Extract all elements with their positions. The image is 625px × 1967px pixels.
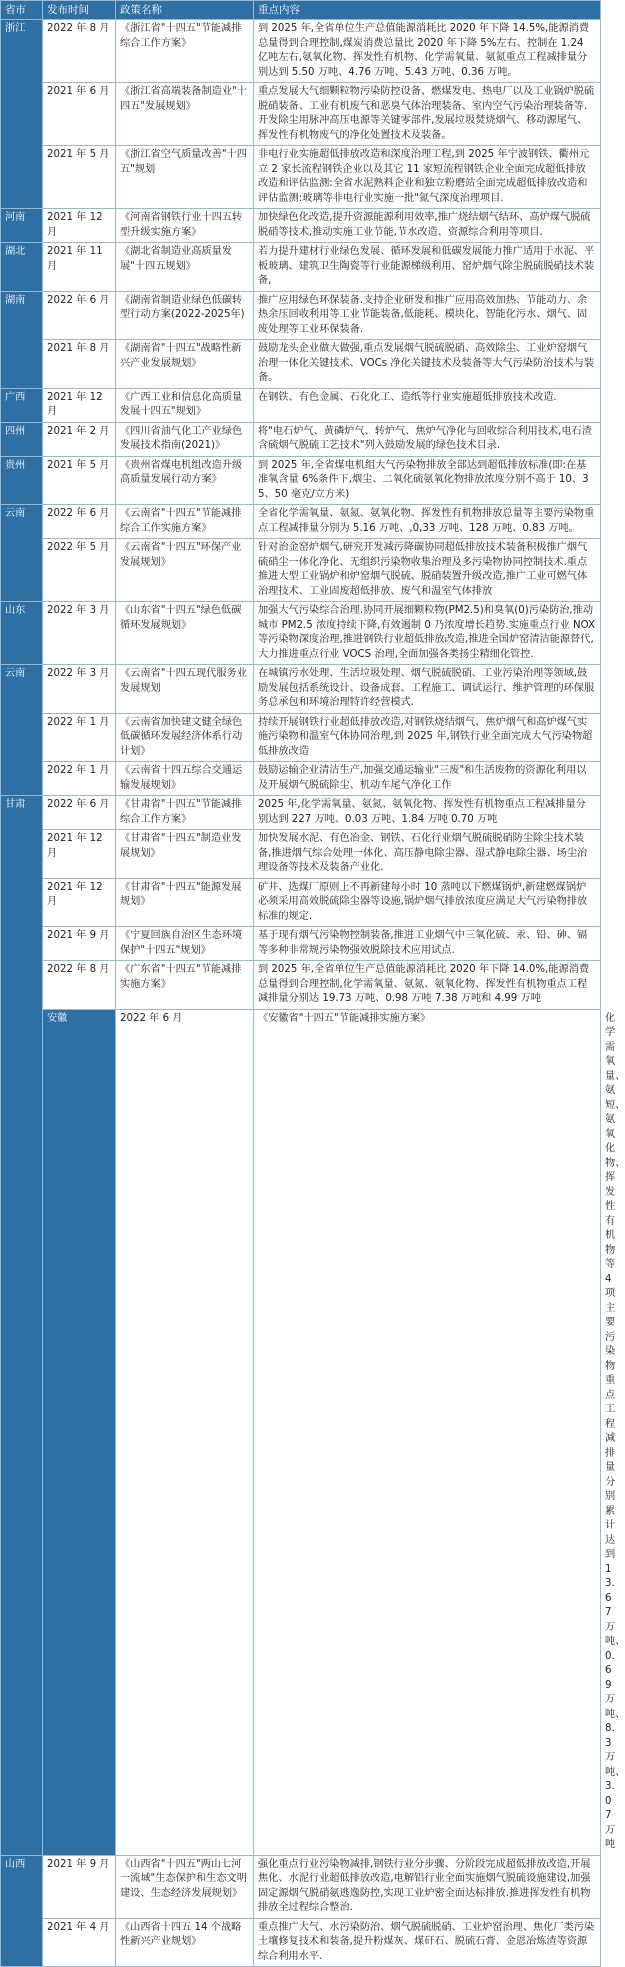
table-row bbox=[1, 927, 601, 961]
content-cell: 到 2025 年,全省单位生产总值能源消耗比 2020 年下降 14.5%,能源消费总量得到合理控制,煤炭消费总量比 2020 年下降 5%左右、控制在 1.24 亿吨左右,氨氧化物、挥发性有机物、化学需氧量、氨氮重点工程减排量分别达到 5.50 万吨、4.76 万吨、5.43 万吨、0.36 万吨。 bbox=[254, 20, 601, 83]
policy-name-cell: 《云南省"十四五现代服务业发展规划 bbox=[116, 665, 254, 714]
date-cell: 2022 年 1 月 bbox=[43, 762, 116, 796]
policy-name-cell: 《湖南省"十四五"战略性新兴产业发展规划》 bbox=[116, 340, 254, 389]
date-cell: 2021 年 11 月 bbox=[43, 243, 116, 292]
policy-name-cell: 《安徽省"十四五"节能减排实施方案》 bbox=[254, 1009, 601, 1855]
table-row bbox=[1, 209, 601, 243]
policy-name-cell: 《云南省加快建文健全绿色低碳循环发展经济体系行动计划》 bbox=[116, 713, 254, 762]
table-row bbox=[1, 340, 601, 389]
province-cell: 广西 bbox=[1, 388, 43, 422]
content-cell: 加快发展水泥、有色冶金、钢铁、石化行业烟气脱硫脱硝防尘除尘技术装备,推进烟气综合处理一体化、高压静电除尘器、湿式静电除尘器、场尘治理设备等技术及装备产业化. bbox=[254, 830, 601, 879]
table-row bbox=[1, 291, 601, 340]
date-cell: 2022 年 6 月 bbox=[116, 1009, 254, 1855]
date-cell: 2021 年 12 月 bbox=[43, 388, 116, 422]
content-cell: 矿井、选煤厂原则上不再新建每小时 10 蒸吨以下燃煤锅炉,新建燃煤锅炉必须采用高效脱硫除尘器等设施,锅炉烟气排放浓度应满足大气污染物排放标准的规定. bbox=[254, 878, 601, 927]
table-row bbox=[1, 1855, 601, 1918]
header-date: 发布时间 bbox=[43, 1, 116, 20]
province-cell: 安徽 bbox=[43, 1009, 116, 1855]
table-row bbox=[1, 456, 601, 505]
content-cell: 鼓励运输企业清洁生产,加强交通运输业"三废"和生活废物的资源化利用以及开展烟气脱硫除尘、机动车尾气净化工作 bbox=[254, 762, 601, 796]
content-cell: 到 2025 年,全省单位生产总值能源消耗比 2020 年下降 14.0%,能源消费总量得到合理控制,化学需氧量、氨氮、氨氧化物、挥发性有机物重点工程减排量分别达 19.73 万吨、0.98 万吨 7.38 万吨和 4.99 万吨 bbox=[254, 961, 601, 1010]
policy-name-cell: 《甘肃省"十四五"节能减排综合工作方案》 bbox=[116, 796, 254, 830]
table-row bbox=[1, 713, 601, 762]
policy-name-cell: 《浙江省空气质量改善"十四五"规划 bbox=[116, 146, 254, 209]
content-cell: 针对治金窑炉烟气,研究开发减污降碳协同超低排放技术装备积极推广烟气硫硝尘一体化净化、无组织污染物收集治理及多污染物协同控制技术.重点推进大型工业锅炉和炉窑烟气脱硫、脱硝装置升级改造,推广工业可燃气体治理技术、工业固废超低排放、废气和温室气体排放 bbox=[254, 539, 601, 602]
policy-name-cell: 《云南省十四五综合交通运输发展规划》 bbox=[116, 762, 254, 796]
table-row: 安徽 2022 年 6 月 《安徽省"十四五"节能减排实施方案》 化学需氧量、氨短、氨氧化物、挥发性有机物等 4 项主要污染物重点工程减排量分别累计达到 13.67 万吨、0.69 万吨、8.3 万吨、3.07 万吨 bbox=[1, 1009, 601, 1855]
table-row bbox=[1, 539, 601, 602]
table-row bbox=[1, 243, 601, 292]
province-cell: 山东 bbox=[1, 602, 43, 665]
table-body bbox=[1, 20, 625, 1967]
policy-name-cell: 《湖南省制造业绿色低碳转型行动方案(2022-2025年) bbox=[116, 291, 254, 340]
date-cell: 2021 年 12 月 bbox=[43, 878, 116, 927]
date-cell: 2022 年 1 月 bbox=[43, 713, 116, 762]
policy-name-cell: 《山西省十四五 14 个战略性新兴产业规划》 bbox=[116, 1918, 254, 1967]
policy-name-cell: 《广东省"十四五"节能减排实施方案》 bbox=[116, 961, 254, 1010]
policy-name-cell: 《湖北省制造业高质量发展"十四五规划》 bbox=[116, 243, 254, 292]
table-row bbox=[1, 796, 601, 830]
table-row bbox=[1, 505, 601, 539]
province-cell: 四州 bbox=[1, 422, 43, 456]
content-cell: 重点推广大气、水污染防治、烟气脱硫脱硝、工业炉窑治理、焦化厂类污染土壤修复技术和装备,提升粉煤灰、煤矸石、脱硫石膏、金恩冶炼渣等资源综合利用水平. bbox=[254, 1918, 601, 1967]
date-cell: 2021 年 9 月 bbox=[43, 1855, 116, 1918]
date-cell: 2022 年 5 月 bbox=[43, 539, 116, 602]
header-content: 重点内容 bbox=[254, 1, 601, 20]
date-cell: 2021 年 5 月 bbox=[43, 456, 116, 505]
date-cell: 2022 年 6 月 bbox=[43, 796, 116, 830]
content-cell: 在城镇污水处理、生活垃圾处理、烟气脱硫脱硝、工业污染治理等领域,鼓励发展包括系统设计、设备成套、工程施工、调试运行、维护管理的环保服务总承包和环境治理特许经营模式. bbox=[254, 665, 601, 714]
content-cell: 全省化学需氧量、氨氮、氨氧化物、挥发性有机物排放总量等主要污染物重点工程减排量分别为 5.16 万吨、,0,33 万吨、128 万吨、0.83 万吨。 bbox=[254, 505, 601, 539]
date-cell: 2022 年 8 月 bbox=[43, 961, 116, 1010]
table-row bbox=[1, 388, 601, 422]
policy-name-cell: 《浙江省"十四五"节能减排综合工作方案》 bbox=[116, 20, 254, 83]
table-row bbox=[1, 146, 601, 209]
date-cell: 2021 年 12 月 bbox=[43, 209, 116, 243]
policy-name-cell: 《四川省油气化工产业绿色发展技术指南(2021)》 bbox=[116, 422, 254, 456]
province-cell: 山西 bbox=[1, 1855, 43, 1967]
date-cell: 2022 年 8 月 bbox=[43, 20, 116, 83]
table-row bbox=[1, 961, 601, 1010]
province-cell: 湖北 bbox=[1, 243, 43, 292]
content-cell: 在钢铁、有色金属、石化化工、造纸等行业实施超低排放技术改造. bbox=[254, 388, 601, 422]
policy-name-cell: 《云南省"十四五"环保产业发展规划》 bbox=[116, 539, 254, 602]
date-cell: 2021 年 6 月 bbox=[43, 83, 116, 146]
policy-name-cell: 《广西工业和信息化高质量发展十四五"规划》 bbox=[116, 388, 254, 422]
header-row bbox=[1, 1, 601, 20]
policy-name-cell: 《云南省"十四五"节能减排综合工作实施方案》 bbox=[116, 505, 254, 539]
province-cell: 河南 bbox=[1, 209, 43, 243]
policy-name-cell: 《山西省"十四五"两山七河一流域"生态保护和生态文明建设、生态经济发展规划》 bbox=[116, 1855, 254, 1918]
date-cell: 2022 年 3 月 bbox=[43, 602, 116, 665]
date-cell: 2021 年 9 月 bbox=[43, 927, 116, 961]
table-row bbox=[1, 20, 601, 83]
policy-name-cell: 《甘肃省"十四五"能源发展规划》 bbox=[116, 878, 254, 927]
header-province: 省市 bbox=[1, 1, 43, 20]
policy-name-cell: 《山东省"十四五"绿色低碳循环发展规划》 bbox=[116, 602, 254, 665]
policy-name-cell: 《浙江省高端装备制造业"十四五"发展规划》 bbox=[116, 83, 254, 146]
content-cell: 强化重点行业污染物减排,钢铁行业分步骤、分阶段完成超低排放改造,开展焦化、水泥行业超低排放改造,电解铝行业全面实施烟气脱硫设施建设,加强固定源烟气脱硝氨逃逸防控,实现工业炉密全面达标排放.推进挥发性有机物排放全过程综合整治. bbox=[254, 1855, 601, 1918]
date-cell: 2021 年 8 月 bbox=[43, 340, 116, 389]
policy-name-cell: 《宁夏回族自治区生态环境保护"十四五"规划》 bbox=[116, 927, 254, 961]
province-cell: 云南 bbox=[1, 505, 43, 602]
province-cell: 浙江 bbox=[1, 20, 43, 209]
table-row bbox=[1, 1918, 601, 1967]
province-cell: 甘肃 bbox=[1, 796, 43, 1856]
date-cell: 2021 年 4 月 bbox=[43, 1918, 116, 1967]
date-cell: 2022 年 3 月 bbox=[43, 665, 116, 714]
content-cell: 若力提升建材行业绿色发展、循环发展和低碳发展能力推广适用于水泥、平板玻璃、建筑卫生陶瓷等行业能源梯级利用、窑炉烟气除尘脱硫脱硝技术装备, bbox=[254, 243, 601, 292]
table-row bbox=[1, 665, 601, 714]
table-row bbox=[1, 83, 601, 146]
content-cell: 持续开展钢铁行业超低排放改造,对钢铁烧结烟气、焦炉烟气和高炉煤气实施污染物和温室气体协同治理,到 2025 年,钢铁行业全面完成大气污染物超低排放改造 bbox=[254, 713, 601, 762]
content-cell: 非电行业实施超低排放改造和深度治理工程,到 2025 年宁波钢铁、衢州元立 2 家长流程钢铁企业以及其它 11 家短流程钢铁企业全面完成超低排放改造和评估监测:全省水泥熟料企业和独立粉磨站全面完成超低排放改造和评估监测:玻璃等非电行业实施一批"氮气深度治理项目. bbox=[254, 146, 601, 209]
policy-name-cell: 《河南省钢铁行业十四五转型升级实施方案》 bbox=[116, 209, 254, 243]
province-cell: 贵州 bbox=[1, 456, 43, 505]
content-cell: 鼓励龙头企业做大做强,重点发展烟气脱硫脱硝、高效除尘、工业炉窑烟气治理一体化关键技术、VOCs 净化关键技术及装备等大气污染防治技术与装备。 bbox=[254, 340, 601, 389]
policy-name-cell: 《甘肃省"十四五"制造业发展规划》 bbox=[116, 830, 254, 879]
table-row bbox=[1, 762, 601, 796]
date-cell: 2022 年 6 月 bbox=[43, 291, 116, 340]
date-cell: 2021 年 12 月 bbox=[43, 830, 116, 879]
table-row bbox=[1, 830, 601, 879]
content-cell: 到 2025 年,全省煤电机组大气污染物排放全部达到超低排放标准(即:在基准氧含量 6%条件下,烟尘、二氧化硫氨氧化物排放浓度分别不高于 10、35、50 毫克/立方米) bbox=[254, 456, 601, 505]
content-cell: 重点发展大气细颗粒物污染防控设备、燃煤发电、热电厂以及工业锅炉脱硫脱硝装备、工业有机废气和恶臭气体治理装备、室内空气污染治理装备等.开发除尘用脉冲高压电源等关键零部件,发展垃圾焚烧烟气、移动源尾气、挥发性有机物废气的净化处置技术及装备。 bbox=[254, 83, 601, 146]
header-policy: 政策名称 bbox=[116, 1, 254, 20]
content-cell: 推广应用绿色环保装备.支持企业研发和推广应用高效加热、节能动力、余热余压回收利用等工业节能装备,低能耗、模块化、智能化污水、烟气、固废处理等工业环保装备. bbox=[254, 291, 601, 340]
date-cell: 2021 年 2 月 bbox=[43, 422, 116, 456]
content-cell: 基于现有烟气污染物控制装备,推进工业烟气中三氧化硫、汞、铅、砷、镉等多种非常规污染物强效脱除技术应用试点. bbox=[254, 927, 601, 961]
table-row bbox=[1, 602, 601, 665]
date-cell: 2022 年 6 月 bbox=[43, 505, 116, 539]
content-cell: 加强大气污染综合治理.协同开展细颗粒物(PM2.5)和臭氧(0)污染防治,推动城市 PM2.5 浓度持续下降,有效遏制 0 乃浓度增长趋势.实施重点行业 NOX 等污染物深度治理,推进钢铁行业超低排放改造,推进全国炉窑清洁能源替代,大力推进重点行业 VOCS 治理,全面加强各类扬尘精细化管控. bbox=[254, 602, 601, 665]
content-cell: 将"电石炉气、黄磷炉气、转炉气、焦炉气净化与回收综合利用技术,电石渣含硫烟气脱硫工艺技术"列入鼓励发展的绿色技术目录. bbox=[254, 422, 601, 456]
province-cell: 湖南 bbox=[1, 291, 43, 388]
table-row bbox=[1, 422, 601, 456]
province-cell: 云南 bbox=[1, 665, 43, 796]
date-cell: 2021 年 5 月 bbox=[43, 146, 116, 209]
policy-name-cell: 《贵州省煤电机组改造升级高质量发展行动方案》 bbox=[116, 456, 254, 505]
content-cell: 2025 年,化学需氧量、氨氮、氨氧化物、挥发性有机物重点工程减排量分别达到 227 万吨、0.03 万吨、1.84 万吨 0.70 万吨 bbox=[254, 796, 601, 830]
content-cell: 加快绿色化改造,提升资源能源利用效率,推广烧结烟气结环、高炉煤气脱硫脱硝等技术,推动实施工业节能,节水改造、资源综合利用等项目. bbox=[254, 209, 601, 243]
table-row bbox=[1, 878, 601, 927]
